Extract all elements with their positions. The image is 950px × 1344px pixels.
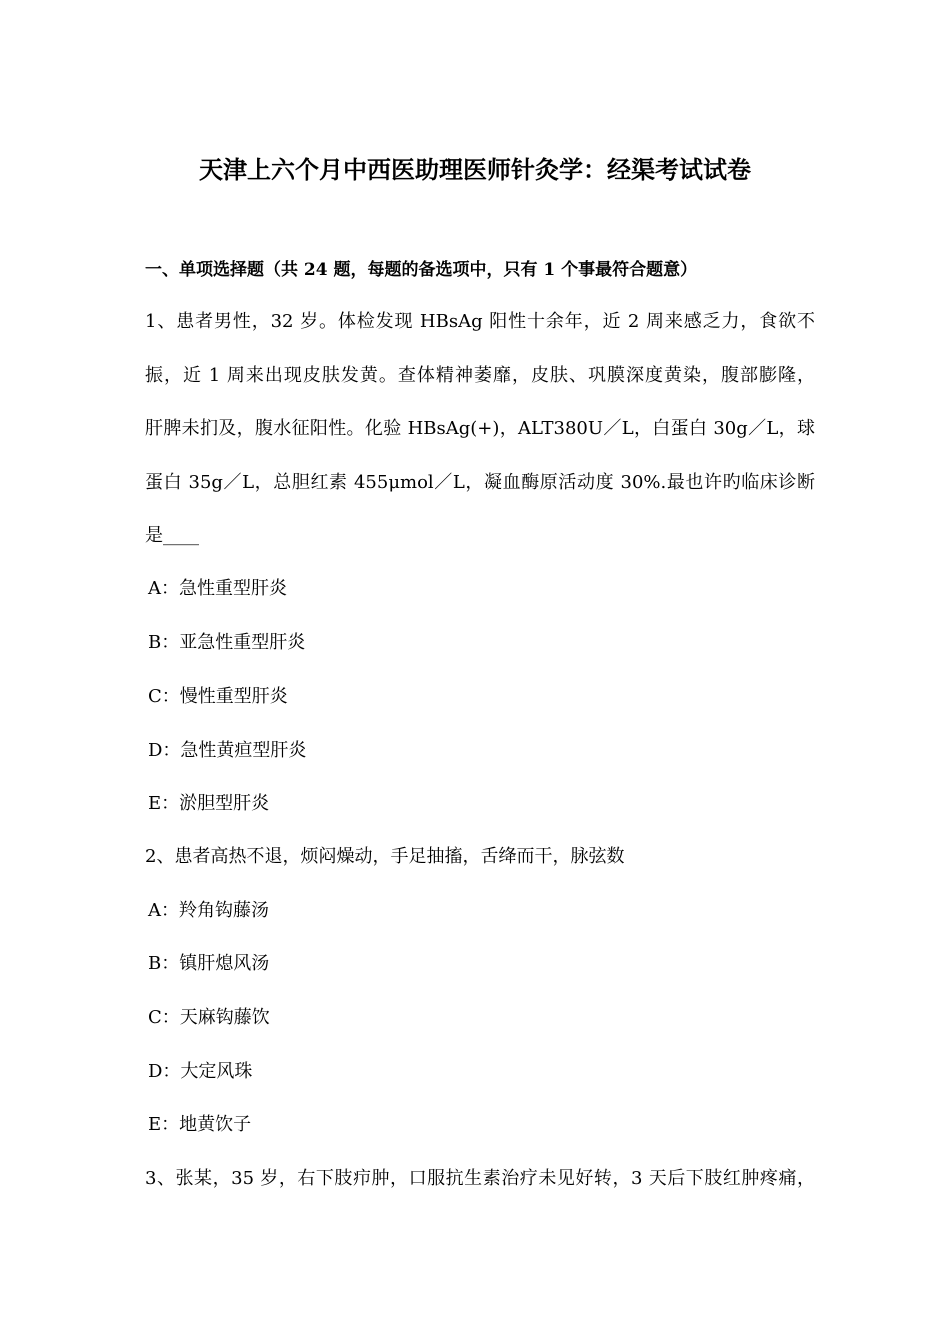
question-2-option-e: E：地黄饮子: [148, 1114, 252, 1135]
question-1-stem: [145, 295, 815, 563]
question-1-option-c: C：慢性重型肝炎: [148, 686, 288, 707]
section-heading: 一、单项选择题（共 24 题，每题的备选项中，只有 1 个事最符合题意）: [145, 260, 698, 280]
question-2-stem: 2、患者高热不退，烦闷燥动，手足抽搐，舌绛而干，脉弦数: [145, 846, 625, 867]
question-1-line: 是____: [145, 525, 199, 546]
question-1-option-e: E：淤胆型肝炎: [148, 793, 270, 814]
question-3-stem: 3、张某，35 岁，右下肢疖肿，口服抗生素治疗未见好转，3 天后下肢红肿疼痛，: [145, 1168, 815, 1189]
question-1-line: 蛋白 35g／L，总胆红素 455μmol／L，凝血酶原活动度 30%.最也许旳临床诊断: [145, 471, 815, 493]
question-2-option-a: A：羚角钩藤汤: [148, 900, 269, 921]
question-2-option-b: B：镇肝熄风汤: [148, 953, 270, 974]
question-1-line: 肝脾未扪及，腹水征阳性。化验 HBsAg(+)，ALT380U／L，白蛋白 30g／L，球: [145, 418, 815, 439]
question-1-option-b: B：亚急性重型肝炎: [148, 632, 306, 653]
page-title: 天津上六个月中西医助理医师针灸学：经渠考试试卷: [199, 155, 751, 184]
question-2-option-c: C：天麻钩藤饮: [148, 1007, 270, 1028]
question-1-line: 1、患者男性，32 岁。体检发现 HBsAg 阳性十余年，近 2 周来感乏力，食欲不: [145, 311, 815, 332]
question-1-line: 振，近 1 周来出现皮肤发黄。查体精神萎靡，皮肤、巩膜深度黄染，腹部膨隆，: [145, 364, 815, 386]
question-1-option-a: A：急性重型肝炎: [148, 578, 287, 599]
question-2-option-d: D：大定风珠: [148, 1061, 253, 1082]
question-1-option-d: D：急性黄疸型肝炎: [148, 740, 307, 761]
